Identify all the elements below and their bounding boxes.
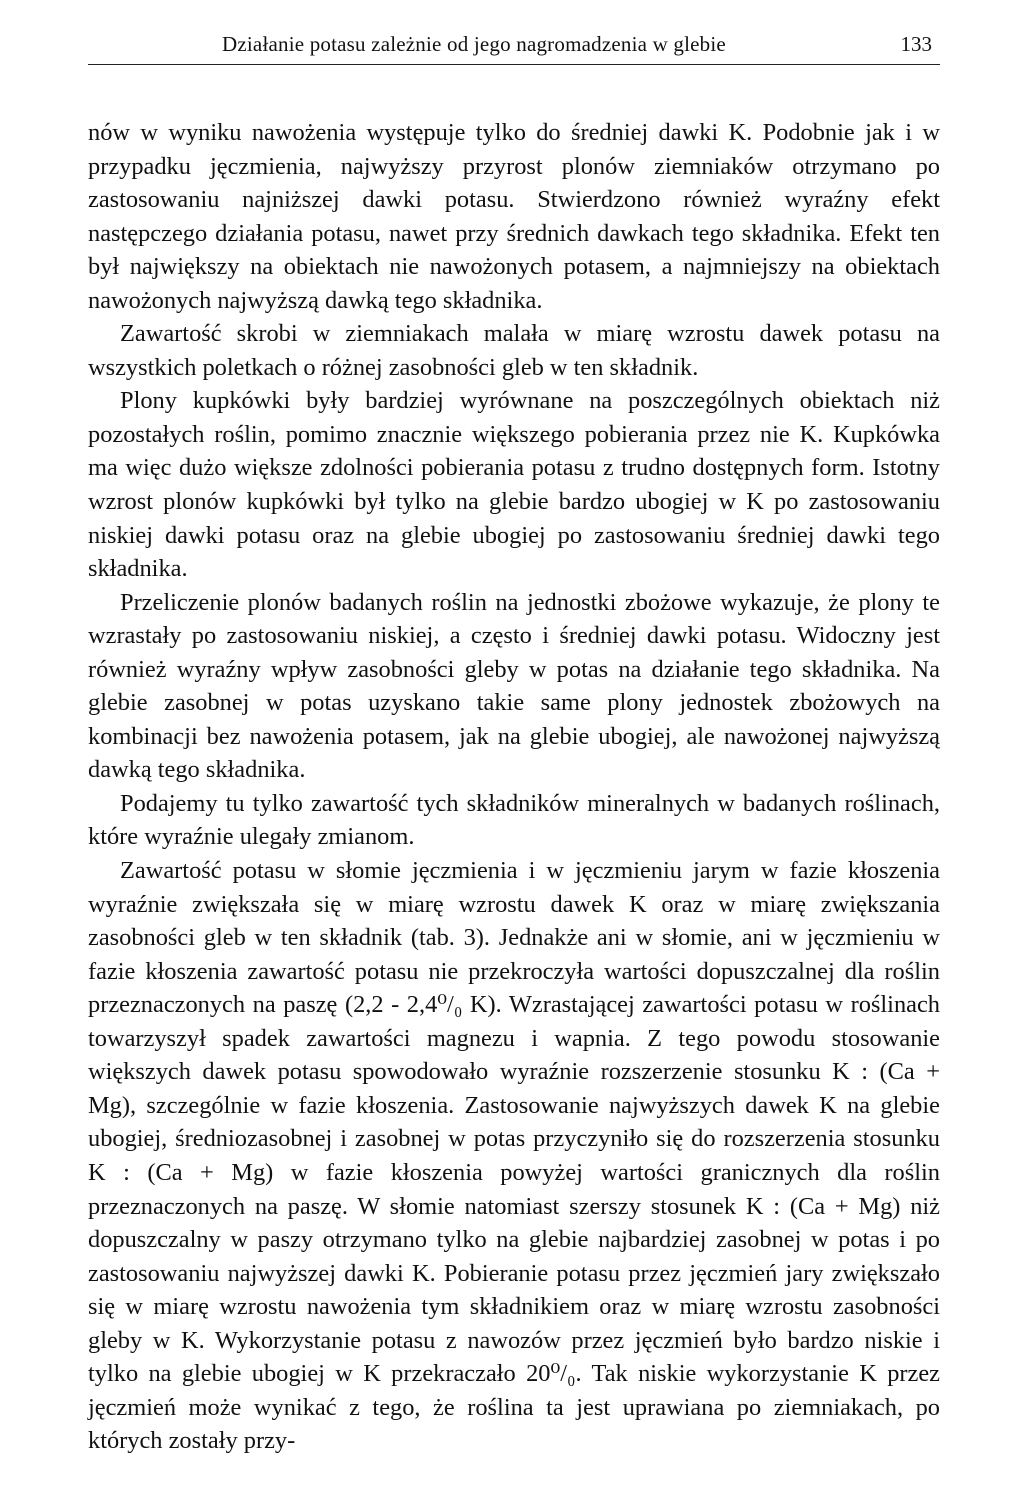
- page-number: 133: [900, 32, 932, 56]
- running-header: [88, 24, 940, 65]
- paragraph: Zawartość potasu w słomie jęczmienia i w jęczmieniu jarym w fazie kłoszenia wyraźnie zwiększała się w miarę wzrostu dawek K oraz w miarę zwiększania zasobności gleb w ten składnik (tab. 3). Jednakże ani w słomie, ani w jęczmieniu w fazie kłoszenia zawartość potasu nie przekroczyła wartości dopuszczalnej dla roślin przeznaczonych na paszę (2,2 - 2,4⁰/₀ K). Wzrastającej zawartości potasu w roślinach towarzyszył spadek zawartości magnezu i wapnia. Z tego powodu stosowanie większych dawek potasu spowodowało wyraźnie rozszerzenie stosunku K : (Ca + Mg), szczególnie w fazie kłoszenia. Zastosowanie najwyższych dawek K na glebie ubogiej, średniozasobnej i zasobnej w potas przyczyniło się do rozszerzenia stosunku K : (Ca + Mg) w fazie kłoszenia powyżej wartości granicznych dla roślin przeznaczonych na paszę. W słomie natomiast szerszy stosunek K : (Ca + Mg) niż dopuszczalny w paszy otrzymano tylko na glebie najbardziej zasobnej w potas i po zastosowaniu najwyższej dawki K. Pobieranie potasu przez jęczmień jary zwiększało się w miarę wzrostu nawożenia tym składnikiem oraz w miarę wzrostu zasobności gleby w K. Wykorzystanie potasu z nawozów przez jęczmień było bardzo niskie i tylko na glebie ubogiej w K przekraczało 20⁰/₀. Tak niskie wykorzystanie K przez jęczmień może wynikać z tego, że roślina ta jest uprawiana po ziemniakach, po których zostały przy-: [88, 857, 940, 1455]
- paragraph: Zawartość skrobi w ziemniakach malała w miarę wzrostu dawek potasu na wszystkich poletkach o różnej zasobności gleb w ten składnik.: [88, 320, 940, 381]
- running-title: Działanie potasu zależnie od jego nagromadzenia w glebie: [222, 32, 726, 56]
- body-text: [88, 116, 940, 1458]
- paragraph: nów w wyniku nawożenia występuje tylko do średniej dawki K. Podobnie jak i w przypadku jęczmienia, najwyższy przyrost plonów ziemniaków otrzymano po zastosowaniu najniższej dawki potasu. Stwierdzono również wyraźny efekt następczego działania potasu, nawet przy średnich dawkach tego składnika. Efekt ten był największy na obiektach nie nawożonych potasem, a najmniejszy na obiektach nawożonych najwyższą dawką tego składnika.: [88, 119, 940, 314]
- paragraph: Przeliczenie plonów badanych roślin na jednostki zbożowe wykazuje, że plony te wzrastały po zastosowaniu niskiej, a często i średniej dawki potasu. Widoczny jest również wyraźny wpływ zasobności gleby w potas na działanie tego składnika. Na glebie zasobnej w potas uzyskano takie same plony jednostek zbożowych na kombinacji bez nawożenia potasem, jak na glebie ubogiej, ale nawożonej najwyższą dawką tego składnika.: [88, 588, 940, 784]
- paragraph: Podajemy tu tylko zawartość tych składników mineralnych w badanych roślinach, które wyraźnie ulegały zmianom.: [88, 789, 940, 851]
- book-page: [88, 24, 940, 1458]
- paragraph: Plony kupkówki były bardziej wyrównane na poszczególnych obiektach niż pozostałych roślin, pomimo znacznie większego pobierania przez nie K. Kupkówka ma więc dużo większe zdolności pobierania potasu z trudno dostępnych form. Istotny wzrost plonów kupkówki był tylko na glebie bardzo ubogiej w K po zastosowaniu niskiej dawki potasu oraz na glebie ubogiej po zastosowaniu średniej dawki tego składnika.: [88, 387, 940, 583]
